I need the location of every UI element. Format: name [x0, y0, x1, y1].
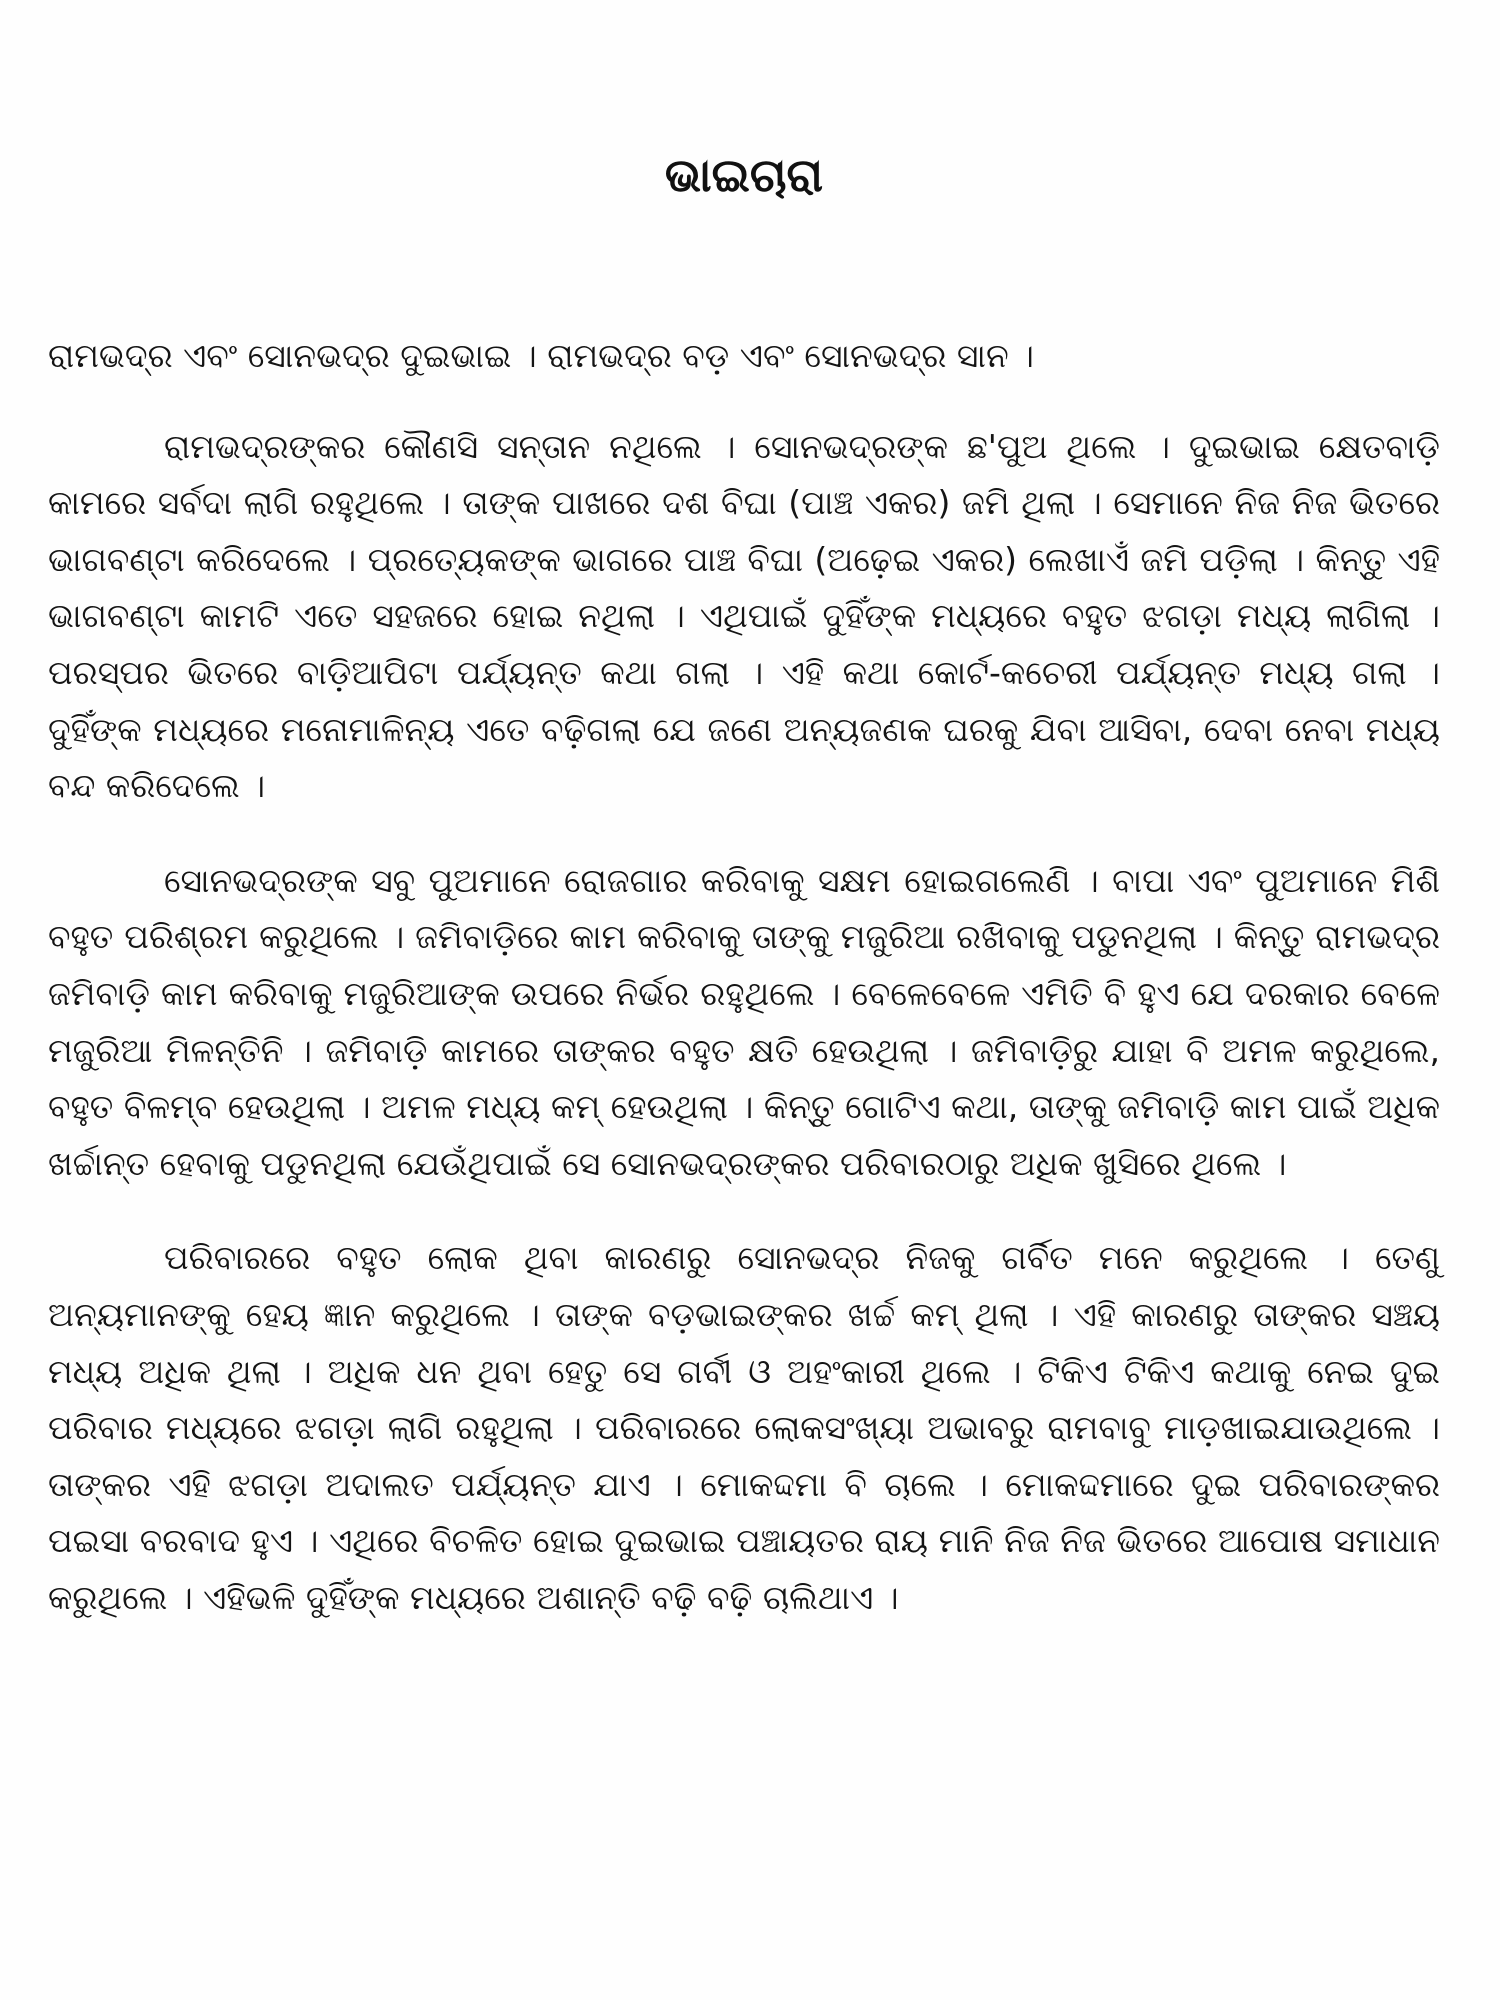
paragraph-3: ସୋନଭଦ୍ରଙ୍କ ସବୁ ପୁଅମାନେ ରୋଜଗାର କରିବାକୁ ସକ୍ଷମ ହୋଇଗଲେଣି । ବାପା ଏବଂ ପୁଅମାନେ ମିଶି ବହୁତ ପରିଶ୍ରମ କରୁଥିଲେ । ଜମିବାଡ଼ିରେ କାମ କରିବାକୁ ତାଙ୍କୁ ମଜୁରିଆ ରଖିବାକୁ ପଡୁନଥିଲା । କିନ୍ତୁ ରାମଭଦ୍ର ଜମିବାଡ଼ି କାମ କରିବାକୁ ମଜୁରିଆଙ୍କ ଉପରେ ନିର୍ଭର ରହୁଥିଲେ । ବେଳେବେଳେ ଏମିତି ବି ହୁଏ ଯେ ଦରକାର ବେଳେ ମଜୁରିଆ ମିଳନ୍ତିନି । ଜମିବାଡ଼ି କାମରେ ତାଙ୍କର ବହୁତ କ୍ଷତି ହେଉଥିଲା । ଜମିବାଡ଼ିରୁ ଯାହା ବି ଅମଳ କରୁଥିଲେ, ବହୁତ ବିଳମ୍ବ ହେଉଥିଲା । ଅମଳ ମଧ୍ୟ କମ୍ ହେଉଥିଲା । କିନ୍ତୁ ଗୋଟିଏ କଥା, ତାଙ୍କୁ ଜମିବାଡ଼ି କାମ ପାଇଁ ଅଧିକ ଖର୍ଚ୍ଚାନ୍ତ ହେବାକୁ ପଡୁନଥିଲା ଯେଉଁଥିପାଇଁ ସେ ସୋନଭଦ୍ରଙ୍କର ପରିବାରଠାରୁ ଅଧିକ ଖୁସିରେ ଥିଲେ । [48, 860, 1440, 1183]
paragraph-1: ରାମଭଦ୍ର ଏବଂ ସୋନଭଦ୍ର ଦୁଇଭାଇ । ରାମଭଦ୍ର ବଡ଼ ଏବଂ ସୋନଭଦ୍ର ସାନ । [48, 336, 1035, 375]
paragraph-2: ରାମଭଦ୍ରଙ୍କର କୌଣସି ସନ୍ତାନ ନଥିଲେ । ସୋନଭଦ୍ରଙ୍କ ଛ'ପୁଅ ଥିଲେ । ଦୁଇଭାଇ କ୍ଷେତବାଡ଼ି କାମରେ ସର୍ବଦା ଲାଗି ରହୁଥିଲେ । ତାଙ୍କ ପାଖରେ ଦଶ ବିଘା (ପାଞ୍ଚ ଏକର) ଜମି ଥିଲା । ସେମାନେ ନିଜ ନିଜ ଭିତରେ ଭାଗବଣ୍ଟା କରିଦେଲେ । ପ୍ରତ୍ୟେକଙ୍କ ଭାଗରେ ପାଞ୍ଚ ବିଘା (ଅଢ଼େଇ ଏକର) ଲେଖାଏଁ ଜମି ପଡ଼ିଲା । କିନ୍ତୁ ଏହି ଭାଗବଣ୍ଟା କାମଟି ଏତେ ସହଜରେ ହୋଇ ନଥିଲା । ଏଥିପାଇଁ ଦୁହିଁଙ୍କ ମଧ୍ୟରେ ବହୁତ ଝଗଡ଼ା ମଧ୍ୟ ଲାଗିଲା । ପରସ୍ପର ଭିତରେ ବାଡ଼ିଆପିଟା ପର୍ଯ୍ୟନ୍ତ କଥା ଗଲା । ଏହି କଥା କୋର୍ଟ-କଚେରୀ ପର୍ଯ୍ୟନ୍ତ ମଧ୍ୟ ଗଲା । ଦୁହିଁଙ୍କ ମଧ୍ୟରେ ମନୋମାଳିନ୍ୟ ଏତେ ବଢ଼ିଗଲା ଯେ ଜଣେ ଅନ୍ୟଜଣକ ଘରକୁ ଯିବା ଆସିବା, ଦେବା ନେବା ମଧ୍ୟ ବନ୍ଦ କରିଦେଲେ । [48, 426, 1440, 806]
paragraph-4: ପରିବାରରେ ବହୁତ ଲୋକ ଥିବା କାରଣରୁ ସୋନଭଦ୍ର ନିଜକୁ ଗର୍ବିତ ମନେ କରୁଥିଲେ । ତେଣୁ ଅନ୍ୟମାନଙ୍କୁ ହେୟ ଜ୍ଞାନ କରୁଥିଲେ । ତାଙ୍କ ବଡ଼ଭାଇଙ୍କର ଖର୍ଚ୍ଚ କମ୍ ଥିଲା । ଏହି କାରଣରୁ ତାଙ୍କର ସଞ୍ଚୟ ମଧ୍ୟ ଅଧିକ ଥିଲା । ଅଧିକ ଧନ ଥିବା ହେତୁ ସେ ଗର୍ବୀ ଓ ଅହଂକାରୀ ଥିଲେ । ଟିକିଏ ଟିକିଏ କଥାକୁ ନେଇ ଦୁଇ ପରିବାର ମଧ୍ୟରେ ଝଗଡ଼ା ଲାଗି ରହୁଥିଲା । ପରିବାରରେ ଲୋକସଂଖ୍ୟା ଅଭାବରୁ ରାମବାବୁ ମାଡ଼ଖାଇଯାଉଥିଲେ । ତାଙ୍କର ଏହି ଝଗଡ଼ା ଅଦାଲତ ପର୍ଯ୍ୟନ୍ତ ଯାଏ । ମୋକଦ୍ଦମା ବି ଚାଲେ । ମୋକଦ୍ଦମାରେ ଦୁଇ ପରିବାରଙ୍କର ପଇସା ବରବାଦ ହୁଏ । ଏଥିରେ ବିଚଳିତ ହୋଇ ଦୁଇଭାଇ ପଞ୍ଚାୟତର ରାୟ ମାନି ନିଜ ନିଜ ଭିତରେ ଆପୋଷ ସମାଧାନ କରୁଥିଲେ । ଏହିଭଳି ଦୁହିଁଙ୍କ ମଧ୍ୟରେ ଅଶାନ୍ତି ବଢ଼ି ବଢ଼ି ଚାଲିଥାଏ । [48, 1238, 1440, 1617]
page-title: ଭାଇଚାରା [664, 148, 824, 202]
story-body [48, 328, 1440, 1626]
